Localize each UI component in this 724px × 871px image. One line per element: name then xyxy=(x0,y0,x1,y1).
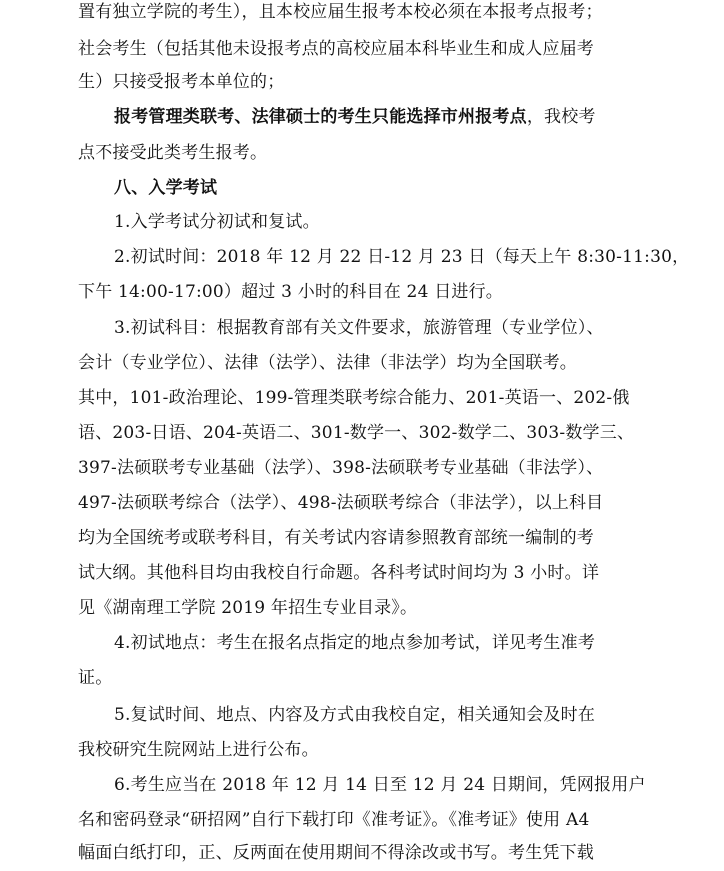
text-line: 幅面白纸打印，正、反两面在使用期间不得涂改或书写。考生凭下载 xyxy=(78,843,594,863)
text-line: 名和密码登录“研招网”自行下载打印《准考证》。《准考证》使用 A4 xyxy=(78,810,590,830)
text-line: 我校研究生院网站上进行公布。 xyxy=(78,740,319,760)
emphasis-text: 报考管理类联考、法律硕士的考生只能选择市州报考点 xyxy=(114,107,527,127)
text-line xyxy=(114,99,644,135)
text-line: 见《湖南理工学院 2019 年招生专业目录》。 xyxy=(78,598,418,618)
text-line: 点不接受此类考生报考。 xyxy=(78,143,268,163)
text-line: 社会考生（包括其他未设报考点的高校应届本科毕业生和成人应届考 xyxy=(78,39,594,59)
text-line: 语、203-日语、204-英语二、301-数学一、302-数学二、303-数学三、 xyxy=(78,423,635,443)
text-line: 3.初试科目：根据教育部有关文件要求，旅游管理（专业学位）、 xyxy=(114,318,604,338)
text-line: 证。 xyxy=(78,668,113,688)
text-line: 均为全国统考或联考科目，有关考试内容请参照教育部统一编制的考 xyxy=(78,528,594,548)
text-line: 其中，101-政治理论、199-管理类联考综合能力、201-英语一、202-俄 xyxy=(78,388,630,408)
text-line: 会计（专业学位）、法律（法学）、法律（非法学）均为全国联考。 xyxy=(78,353,577,373)
text-line: 397-法硕联考专业基础（法学）、398-法硕联考专业基础（非法学）、 xyxy=(78,458,604,478)
text-line: 4.初试地点：考生在报名点指定的地点参加考试，详见考生准考 xyxy=(114,633,596,653)
text-line: 置有独立学院的考生），且本校应届生报考本校必须在本报考点报考； xyxy=(78,2,603,22)
text-continuation: ，我校考 xyxy=(526,107,596,127)
text-line: 497-法硕联考综合（法学）、498-法硕联考综合（非法学），以上科目 xyxy=(78,493,604,513)
section-heading: 八、入学考试 xyxy=(114,178,218,198)
text-line: 1.入学考试分初试和复试。 xyxy=(114,212,320,232)
text-line: 2.初试时间：2018 年 12 月 22 日-12 月 23 日（每天上午 8:30-11:30， xyxy=(114,247,690,267)
text-line: 生）只接受报考本单位的； xyxy=(78,72,285,92)
text-line: 试大纲。其他科目均由我校自行命题。各科考试时间均为 3 小时。详 xyxy=(78,563,600,583)
text-line: 5.复试时间、地点、内容及方式由我校自定，相关通知会及时在 xyxy=(114,705,596,725)
text-line: 6.考生应当在 2018 年 12 月 14 日至 12 月 24 日期间，凭网报用户 xyxy=(114,775,646,795)
text-line: 下午 14:00-17:00）超过 3 小时的科目在 24 日进行。 xyxy=(78,282,503,302)
